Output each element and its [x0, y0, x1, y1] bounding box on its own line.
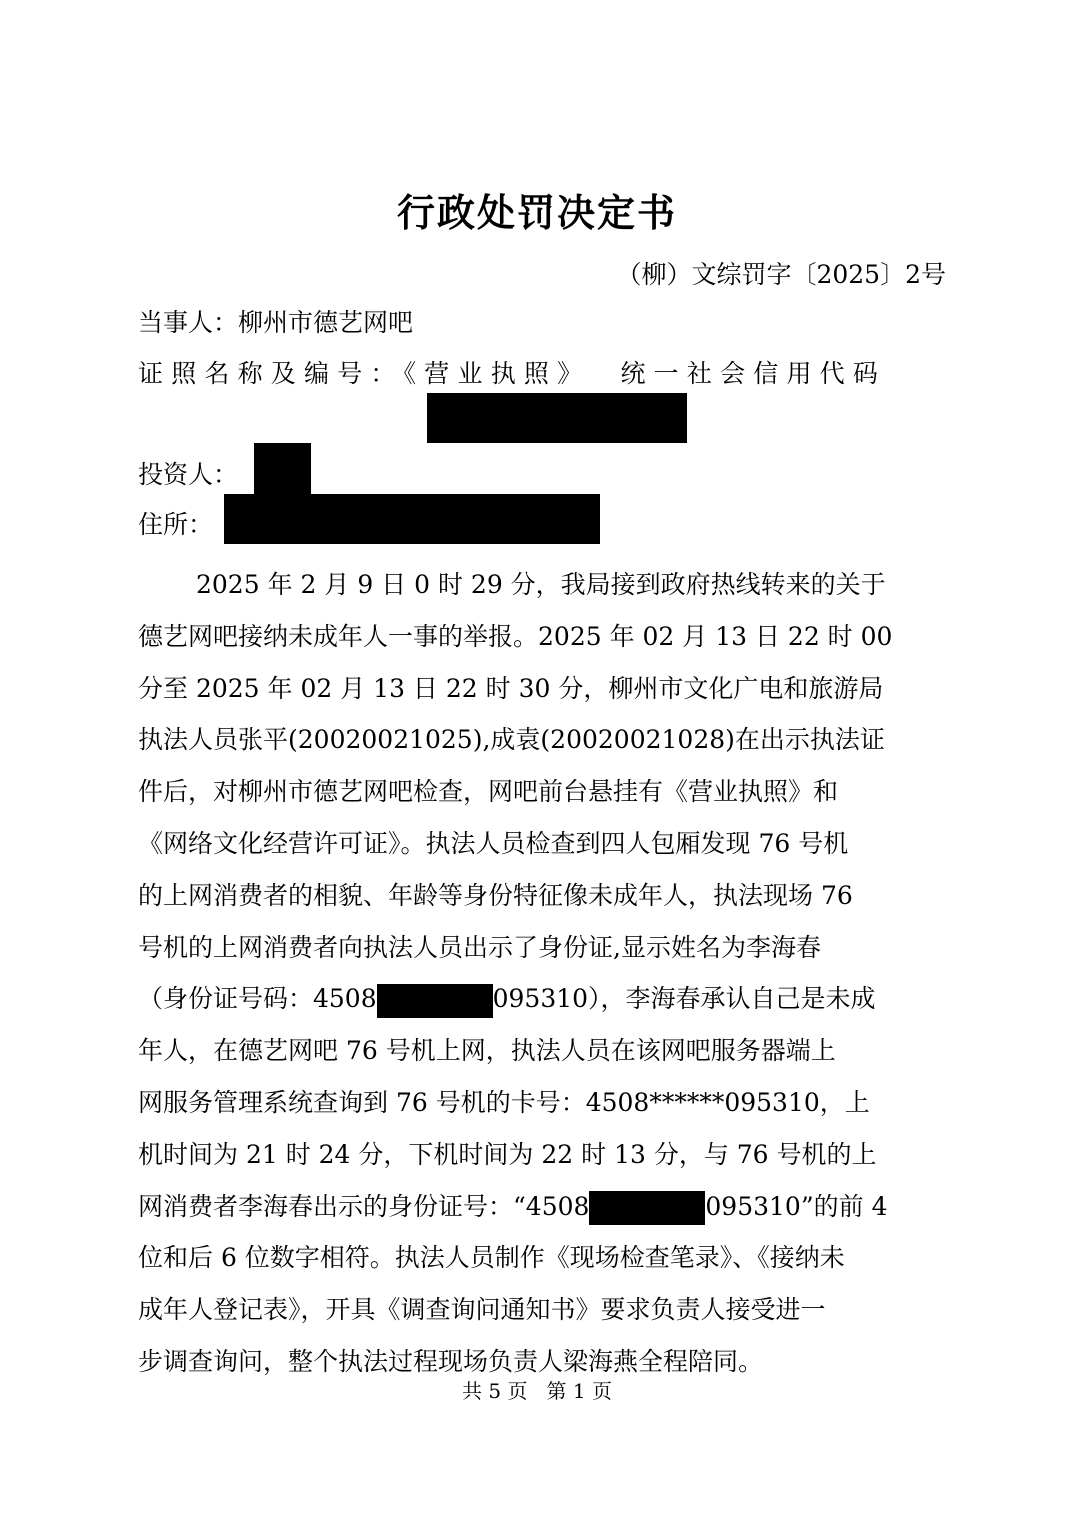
- body-line: 成年人登记表》，开具《调查询问通知书》要求负责人接受进一: [138, 1295, 826, 1325]
- body-line: 件后，对柳州市德艺网吧检查，网吧前台悬挂有《营业执照》和: [138, 777, 839, 807]
- redacted-investor-name: [254, 443, 311, 494]
- document-title: 行政处罚决定书: [396, 190, 677, 235]
- body-line: 2025 年 2 月 9 日 0 时 29 分，我局接到政府热线转来的关于: [196, 570, 886, 599]
- body-line: 的上网消费者的相貌、年龄等身份特征像未成年人，执法现场 76: [138, 880, 853, 910]
- body-line: 位和后 6 位数字相符。执法人员制作《现场检查笔录》、《接纳未: [138, 1243, 845, 1273]
- body-line-id: [138, 973, 950, 1025]
- redacted-id-number: [589, 1191, 705, 1225]
- body-line: 步调查询问，整个执法过程现场负责人梁海燕全程陪同。: [138, 1346, 764, 1376]
- id-suffix: 095310），李海春承认自己是未成: [492, 984, 876, 1014]
- body-line: 机时间为 21 时 24 分，下机时间为 22 时 13 分，与 76 号机的上: [138, 1139, 877, 1169]
- license-label: 证照名称及编号：: [138, 359, 404, 388]
- address-label: 住所：: [138, 510, 214, 539]
- party-line: [138, 306, 413, 340]
- id-prefix: （身份证号码：4508: [138, 984, 377, 1014]
- investor-label: 投资人：: [138, 460, 239, 489]
- body-line: 号机的上网消费者向执法人员出示了身份证,显示姓名为李海春: [138, 932, 821, 962]
- document-number: （柳）文综罚字〔2025〕2号: [616, 260, 946, 289]
- id-suffix: 095310”的前 4: [705, 1191, 888, 1221]
- body-line-id: [138, 1181, 950, 1233]
- redacted-address: [224, 494, 600, 544]
- page-footer: 共 5 页 第 1 页: [462, 1379, 612, 1403]
- redacted-credit-code: [427, 393, 687, 443]
- party-name: 柳州市德艺网吧: [238, 308, 414, 337]
- body-line: 年人，在德艺网吧 76 号机上网，执法人员在该网吧服务器端上: [138, 1036, 836, 1066]
- redacted-id-number: [377, 984, 493, 1018]
- body-line: 《网络文化经营许可证》。执法人员检查到四人包厢发现 76 号机: [138, 828, 849, 858]
- address-line: [138, 508, 213, 542]
- credit-code-label: 统一社会信用代码: [620, 359, 887, 388]
- party-label: 当事人：: [138, 308, 239, 337]
- body-line: 执法人员张平(20020021025),成袁(20020021028)在出示执法证: [138, 725, 885, 755]
- body-line: 德艺网吧接纳未成年人一事的举报。2025 年 02 月 13 日 22 时 00: [138, 621, 893, 651]
- license-name: 《营业执照》: [403, 359, 591, 388]
- body-line: 网服务管理系统查询到 76 号机的卡号：4508******095310，上: [138, 1087, 870, 1117]
- id-prefix: 网消费者李海春出示的身份证号：“4508: [138, 1191, 590, 1221]
- license-line: [138, 357, 886, 391]
- body-line: 分至 2025 年 02 月 13 日 22 时 30 分，柳州市文化广电和旅游局: [138, 673, 884, 703]
- investor-line: [138, 458, 238, 492]
- body-paragraph: [138, 559, 950, 1388]
